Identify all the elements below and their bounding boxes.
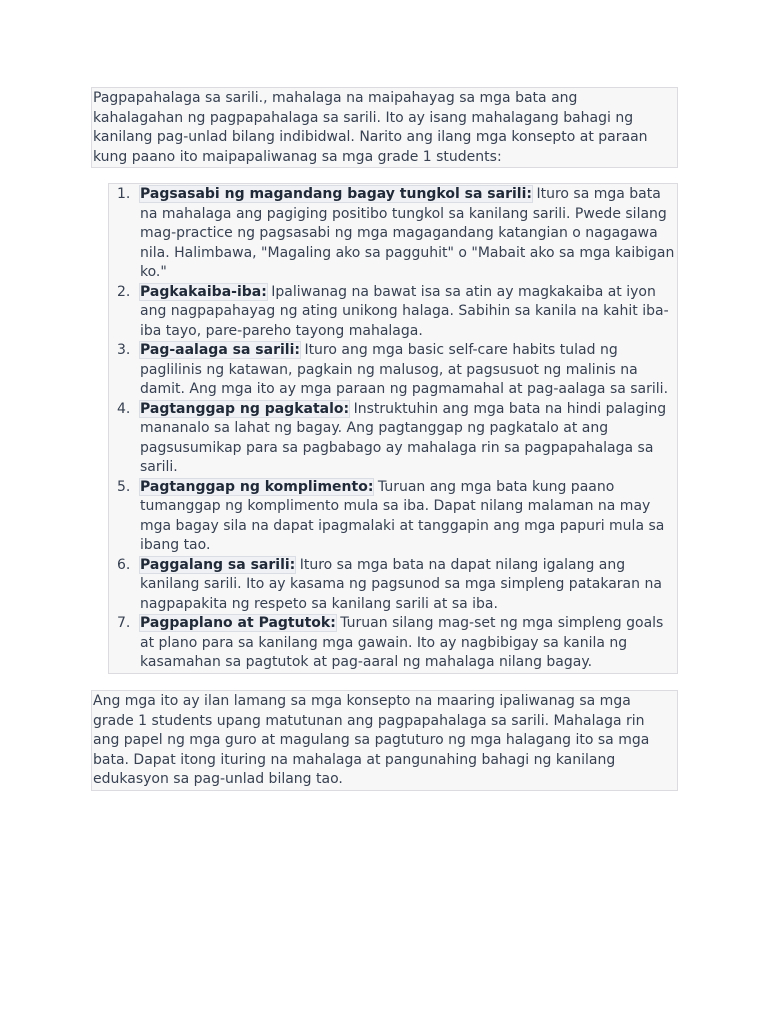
list-item-text: Ipaliwanag na bawat isa sa atin ay magkakaiba at iyon ang nagpapahayag ng ating unikong halaga. Sabihin sa kanila na kahit iba-iba tayo, pare-pareho tayong mahalaga. bbox=[140, 283, 669, 339]
list-item-term: Pagsasabi ng magandang bagay tungkol sa sarili: bbox=[140, 186, 532, 202]
list-item-number: 2. bbox=[117, 283, 131, 300]
list-item-text: Ituro sa mga bata na mahalaga ang pagiging positibo tungkol sa kanilang sarili. Pwede silang mag-practice ng pagsasabi ng mga magagandang katangian o nagagawa nila. Halimbawa, "Magaling ako sa pagguhit" o "Mabait ako sa mga kaibigan ko." bbox=[140, 186, 675, 280]
list-item-number: 1. bbox=[117, 186, 131, 202]
list-item-text: Ituro sa mga bata na dapat nilang igalang ang kanilang sarili. Ito ay kasama ng pagsunod sa mga simpleng patakaran na nagpapakita ng respeto sa kanilang sarili at sa iba. bbox=[140, 556, 662, 612]
intro-paragraph-block bbox=[91, 87, 678, 168]
closing-paragraph-block bbox=[91, 690, 678, 791]
list-item bbox=[109, 185, 677, 283]
list-item-term: Pag-aalaga sa sarili: bbox=[140, 342, 300, 358]
list-item bbox=[109, 614, 677, 673]
list-item-text: Turuan ang mga bata kung paano tumanggap ng komplimento mula sa iba. Dapat nilang malaman na may mga bagay sila na dapat ipagmalaki at tanggapin ang mga papuri mula sa ibang tao. bbox=[140, 478, 665, 553]
list-item-term: Pagpaplano at Pagtutok: bbox=[140, 615, 336, 631]
concepts-list-block bbox=[108, 183, 678, 674]
list-item-text: Turuan silang mag-set ng mga simpleng goals at plano para sa kanilang mga gawain. Ito ay nagbibigay sa kanila ng kasamahan sa pagtutok at pag-aaral ng mahalaga nilang bagay. bbox=[140, 615, 664, 670]
list-item-number: 6. bbox=[117, 556, 131, 573]
list-item-term: Paggalang sa sarili: bbox=[140, 556, 296, 573]
list-item bbox=[109, 478, 677, 556]
list-item-term: Pagtanggap ng komplimento: bbox=[140, 478, 374, 495]
list-item bbox=[109, 400, 677, 478]
closing-paragraph: Ang mga ito ay ilan lamang sa mga konsepto na maaring ipaliwanag sa mga grade 1 students upang matutunan ang pagpapahalaga sa sarili. Mahalaga rin ang papel ng mga guro at magulang sa pagtuturo ng mga halagang ito sa mga bata. Dapat itong ituring na mahalaga at pangunahing bahagi ng kanilang edukasyon sa pag-unlad bilang tao. bbox=[93, 693, 650, 787]
list-item-number: 3. bbox=[117, 342, 131, 358]
list-item-number: 7. bbox=[117, 615, 131, 631]
concepts-list bbox=[109, 185, 677, 673]
list-item bbox=[109, 341, 677, 400]
intro-paragraph: Pagpapahalaga sa sarili., mahalaga na maipahayag sa mga bata ang kahalagahan ng pagpapahalaga sa sarili. Ito ay isang mahalagang bahagi ng kanilang pag-unlad bilang indibidwal. Narito ang ilang mga konsepto at paraan kung paano ito maipapaliwanag sa mga grade 1 students: bbox=[93, 90, 648, 165]
list-item-text: Instruktuhin ang mga bata na hindi palaging mananalo sa lahat ng bagay. Ang pagtanggap ng pagkatalo at ang pagsusumikap para sa pagbabago ay mahalaga rin sa pagpapahalaga sa sarili. bbox=[140, 400, 667, 475]
list-item bbox=[109, 556, 677, 615]
list-item-number: 5. bbox=[117, 478, 131, 495]
list-item-term: Pagkakaiba-iba: bbox=[140, 283, 267, 300]
list-item-text: Ituro ang mga basic self-care habits tulad ng paglilinis ng katawan, pagkain ng malusog, at pagsusuot ng malinis na damit. Ang mga ito ay mga paraan ng pagmamahal at pag-aalaga sa sarili. bbox=[140, 342, 669, 397]
list-item-term: Pagtanggap ng pagkatalo: bbox=[140, 400, 350, 417]
list-item-number: 4. bbox=[117, 400, 131, 417]
list-item bbox=[109, 283, 677, 342]
